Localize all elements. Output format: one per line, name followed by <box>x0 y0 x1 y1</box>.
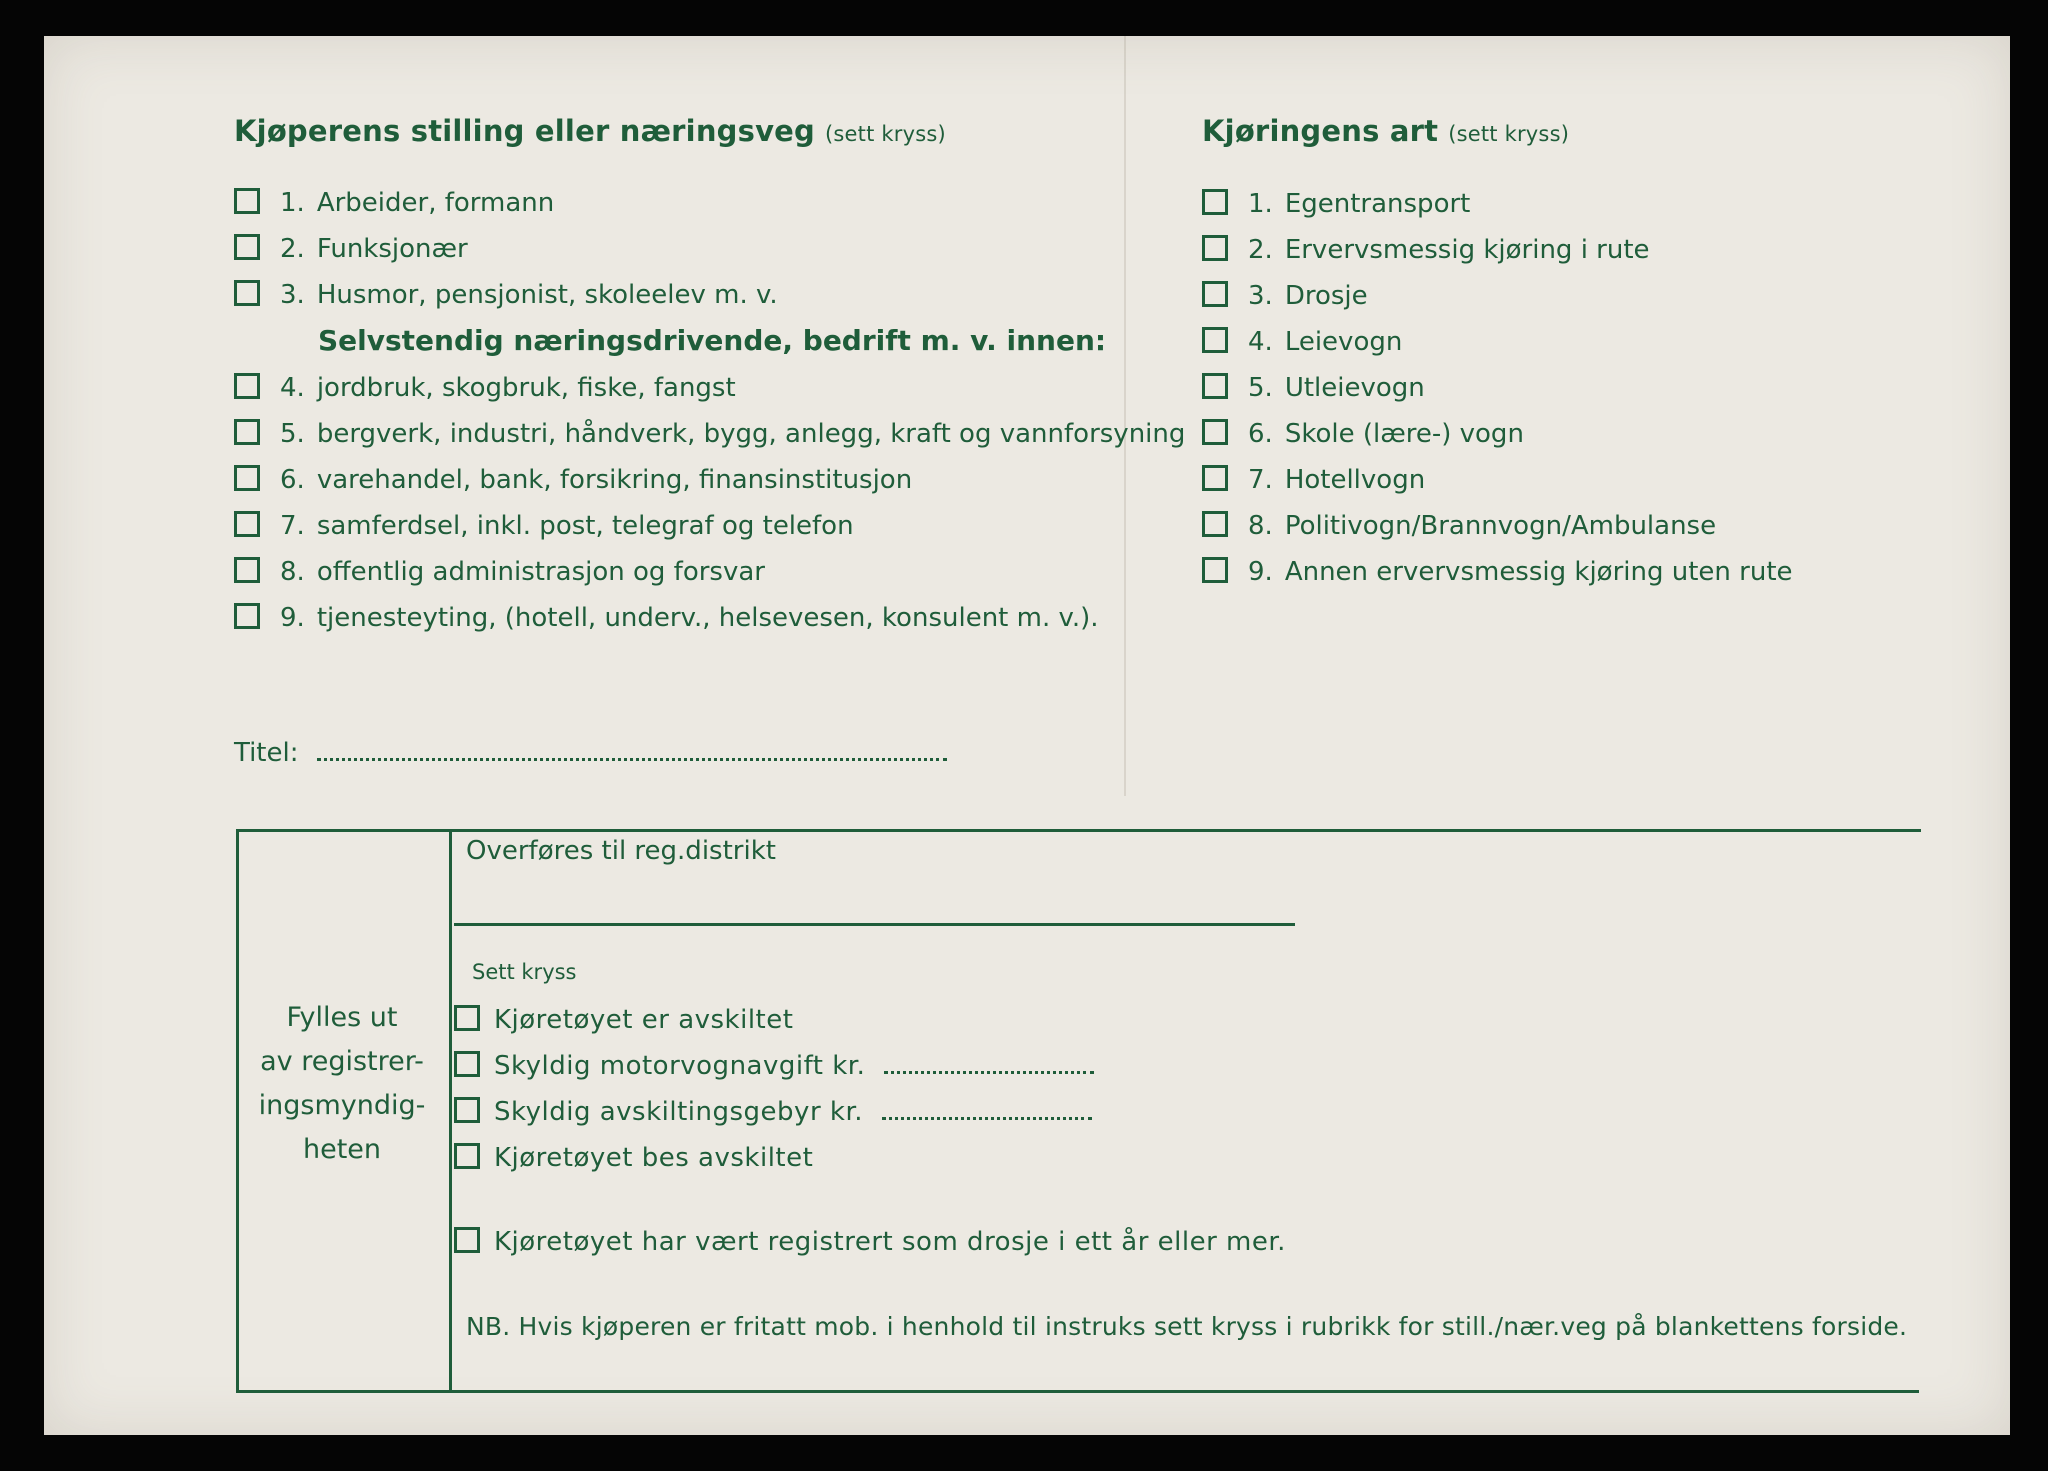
nb-note: NB. Hvis kjøperen er fritatt mob. i henhold til instruks sett kryss i rubrikk for still./nær.veg på blankettens forside. <box>466 1312 1908 1341</box>
option-number: 6. <box>280 465 305 495</box>
paper-fold <box>1124 36 1126 796</box>
checkbox[interactable] <box>1202 511 1228 537</box>
option-number: 2. <box>280 234 305 264</box>
driving-option-6[interactable] <box>1202 417 1524 451</box>
buyer-option-2[interactable] <box>234 232 468 266</box>
option-label: bergverk, industri, håndverk, bygg, anlegg, kraft og vannforsyning <box>316 419 1186 449</box>
buyer-option-3[interactable] <box>234 278 778 312</box>
driving-option-2[interactable] <box>1202 233 1650 267</box>
buyer-option-5[interactable] <box>234 417 1185 451</box>
check-bes-avskiltet[interactable] <box>454 1141 813 1175</box>
self-employed-subheading: Selvstendig næringsdrivende, bedrift m. v. innen: <box>318 324 1107 357</box>
buyer-option-6[interactable] <box>234 463 912 497</box>
option-label: offentlig administrasjon og forsvar <box>316 557 765 587</box>
checkbox[interactable] <box>1202 189 1228 215</box>
option-number: 8. <box>280 557 305 587</box>
driving-option-7[interactable] <box>1202 463 1425 497</box>
buyer-position-heading <box>234 114 946 148</box>
driving-type-note: (sett kryss) <box>1448 122 1570 146</box>
checkbox[interactable] <box>234 280 260 306</box>
registry-box-divider <box>449 829 452 1393</box>
option-label: Egentransport <box>1284 189 1471 219</box>
sett-kryss-label: Sett kryss <box>472 960 577 984</box>
option-number: 9. <box>280 603 305 633</box>
checkbox[interactable] <box>454 1143 480 1169</box>
titel-field[interactable] <box>234 738 947 768</box>
registry-box-top-border <box>236 829 1921 832</box>
driving-option-8[interactable] <box>1202 509 1716 543</box>
checkbox[interactable] <box>234 419 260 445</box>
check-avskiltet[interactable] <box>454 1003 793 1037</box>
option-number: 8. <box>1248 511 1273 541</box>
checkbox[interactable] <box>1202 419 1228 445</box>
buyer-option-4[interactable] <box>234 371 736 405</box>
option-label: Drosje <box>1284 281 1368 311</box>
driving-option-1[interactable] <box>1202 187 1470 221</box>
option-number: 1. <box>280 188 305 218</box>
checkbox[interactable] <box>1202 557 1228 583</box>
option-number: 1. <box>1248 189 1273 219</box>
amount-dotted-line[interactable] <box>884 1051 1094 1074</box>
checkbox[interactable] <box>454 1097 480 1123</box>
titel-label: Titel: <box>234 738 299 768</box>
option-label: Arbeider, formann <box>316 188 555 218</box>
option-number: 7. <box>1248 465 1273 495</box>
registry-box-left-border <box>236 829 239 1393</box>
checkbox[interactable] <box>454 1005 480 1031</box>
option-number: 3. <box>1248 281 1273 311</box>
label-line: heten <box>302 1134 382 1165</box>
label-line: Fylles ut <box>286 1002 398 1033</box>
option-label: tjenesteyting, (hotell, underv., helsevesen, konsulent m. v.). <box>316 603 1099 633</box>
option-label: varehandel, bank, forsikring, finansinstitusjon <box>316 465 913 495</box>
option-number: 9. <box>1248 557 1273 587</box>
registry-box-bottom-border <box>236 1390 1919 1393</box>
driving-option-9[interactable] <box>1202 555 1793 589</box>
buyer-option-8[interactable] <box>234 555 765 589</box>
option-label: Hotellvogn <box>1284 465 1426 495</box>
option-number: 7. <box>280 511 305 541</box>
check-label: Kjøretøyet bes avskiltet <box>494 1143 814 1173</box>
option-label: Skole (lære-) vogn <box>1284 419 1524 449</box>
option-label: samferdsel, inkl. post, telegraf og telefon <box>316 511 854 541</box>
option-label: Husmor, pensjonist, skoleelev m. v. <box>316 280 778 310</box>
check-label: Skyldig avskiltingsgebyr kr. <box>494 1097 864 1127</box>
check-label: Kjøretøyet er avskiltet <box>494 1005 794 1035</box>
option-label: Annen ervervsmessig kjøring uten rute <box>1284 557 1793 587</box>
option-number: 5. <box>1248 373 1273 403</box>
registry-authority-label <box>242 996 442 1172</box>
check-label: Skyldig motorvognavgift kr. <box>494 1051 866 1081</box>
checkbox[interactable] <box>1202 281 1228 307</box>
checkbox[interactable] <box>234 603 260 629</box>
driving-type-heading <box>1202 114 1569 148</box>
option-label: Ervervsmessig kjøring i rute <box>1284 235 1650 265</box>
checkbox[interactable] <box>234 188 260 214</box>
option-label: Politivogn/Brannvogn/Ambulanse <box>1284 511 1717 541</box>
buyer-option-1[interactable] <box>234 186 554 220</box>
checkbox[interactable] <box>454 1227 480 1253</box>
checkbox[interactable] <box>1202 327 1228 353</box>
buyer-position-title: Kjøperens stilling eller næringsveg <box>234 114 816 148</box>
driving-type-title: Kjøringens art <box>1202 114 1439 148</box>
check-label: Kjøretøyet har vært registrert som drosje i ett år eller mer. <box>494 1227 1286 1257</box>
label-line: ingsmyndig- <box>258 1090 426 1121</box>
check-avskiltingsgebyr[interactable] <box>454 1095 1092 1129</box>
option-label: Funksjonær <box>316 234 468 264</box>
option-number: 5. <box>280 419 305 449</box>
checkbox[interactable] <box>234 511 260 537</box>
buyer-option-9[interactable] <box>234 601 1099 635</box>
option-number: 4. <box>280 373 305 403</box>
driving-option-5[interactable] <box>1202 371 1425 405</box>
amount-dotted-line[interactable] <box>882 1097 1092 1120</box>
option-number: 3. <box>280 280 305 310</box>
buyer-option-7[interactable] <box>234 509 854 543</box>
checkbox[interactable] <box>234 465 260 491</box>
checkbox[interactable] <box>234 234 260 260</box>
check-drosje-registered[interactable] <box>454 1225 1286 1259</box>
checkbox[interactable] <box>1202 465 1228 491</box>
checkbox[interactable] <box>454 1051 480 1077</box>
driving-option-3[interactable] <box>1202 279 1368 313</box>
option-number: 4. <box>1248 327 1273 357</box>
titel-dotted-line[interactable] <box>317 738 947 761</box>
transfer-district-line[interactable] <box>454 923 1295 926</box>
checkbox[interactable] <box>1202 373 1228 399</box>
option-label: jordbruk, skogbruk, fiske, fangst <box>316 373 736 403</box>
check-motorvognavgift[interactable] <box>454 1049 1094 1083</box>
option-label: Leievogn <box>1284 327 1403 357</box>
label-line: av registrer- <box>260 1046 424 1077</box>
option-number: 2. <box>1248 235 1273 265</box>
checkbox[interactable] <box>234 557 260 583</box>
option-number: 6. <box>1248 419 1273 449</box>
transfer-label: Overføres til reg.distrikt <box>466 836 776 866</box>
option-label: Utleievogn <box>1284 373 1425 403</box>
buyer-position-note: (sett kryss) <box>825 122 946 146</box>
checkbox[interactable] <box>1202 235 1228 261</box>
driving-option-4[interactable] <box>1202 325 1402 359</box>
checkbox[interactable] <box>234 373 260 399</box>
